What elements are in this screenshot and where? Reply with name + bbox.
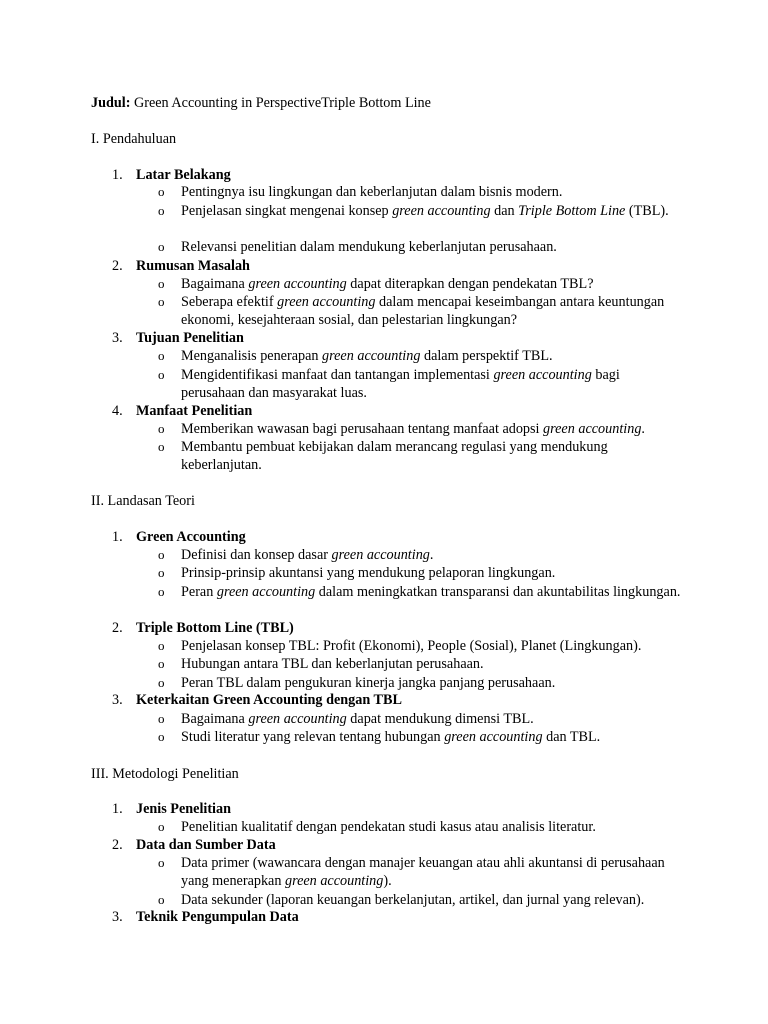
text-run: Bagaimana — [181, 711, 249, 727]
list-number: 2. — [112, 620, 123, 636]
list-item-title: Keterkaitan Green Accounting dengan TBL — [136, 692, 402, 708]
text-run: (TBL). — [625, 203, 669, 219]
list-number: 1. — [112, 801, 123, 817]
italic-term: green accounting — [331, 547, 430, 563]
italic-term: green accounting — [248, 711, 347, 727]
list-item — [181, 710, 681, 728]
list-item-title: Triple Bottom Line (TBL) — [136, 620, 294, 636]
italic-term: green accounting — [392, 203, 491, 219]
list-item — [181, 583, 681, 601]
text-run: dapat mendukung dimensi TBL. — [346, 711, 534, 727]
text-run: dapat diterapkan dengan pendekatan TBL? — [346, 276, 594, 292]
text-run: Penjelasan konsep TBL: Profit (Ekonomi), People (Sosial), Planet (Lingkungan). — [181, 638, 642, 654]
bullet-marker-icon: o — [158, 439, 165, 454]
italic-term: green accounting — [543, 421, 642, 437]
list-item-title: Tujuan Penelitian — [136, 330, 244, 346]
list-item — [181, 655, 681, 673]
bullet-marker-icon: o — [158, 638, 165, 653]
list-item — [181, 818, 681, 836]
text-run: Mengidentifikasi manfaat dan tantangan implementasi — [181, 367, 494, 383]
list-item-title: Jenis Penelitian — [136, 801, 231, 817]
list-item — [181, 183, 681, 201]
text-run: Memberikan wawasan bagi perusahaan tentang manfaat adopsi — [181, 421, 544, 437]
italic-term: Triple Bottom Line — [518, 203, 626, 219]
text-run: Peran — [181, 584, 217, 600]
list-item — [181, 728, 681, 746]
text-run: Data sekunder (laporan keuangan berkelanjutan, artikel, dan jurnal yang relevan). — [181, 892, 645, 908]
bullet-marker-icon: o — [158, 294, 165, 309]
text-run: dan — [490, 203, 519, 219]
text-run: Definisi dan konsep dasar — [181, 547, 332, 563]
italic-term: green accounting — [444, 729, 543, 745]
bullet-marker-icon: o — [158, 729, 165, 744]
italic-term: green accounting — [216, 584, 316, 600]
bullet-marker-icon: o — [158, 421, 165, 436]
list-item — [181, 674, 681, 692]
list-number: 3. — [112, 909, 123, 925]
list-item — [181, 637, 681, 655]
list-item-title: Data dan Sumber Data — [136, 837, 276, 853]
bullet-marker-icon: o — [158, 203, 165, 218]
text-run: Peran TBL dalam pengukuran kinerja jangka panjang perusahaan. — [181, 675, 556, 691]
bullet-marker-icon: o — [158, 675, 165, 690]
bullet-marker-icon: o — [158, 819, 165, 834]
list-item — [181, 420, 681, 438]
section-heading: I. Pendahuluan — [91, 131, 177, 147]
list-item — [181, 854, 681, 891]
list-item-title: Green Accounting — [136, 529, 246, 545]
list-item — [181, 564, 681, 582]
text-run: . — [429, 547, 434, 563]
italic-term: green accounting — [322, 348, 421, 364]
list-number: 3. — [112, 692, 123, 708]
text-run: Prinsip-prinsip akuntansi yang mendukung pelaporan lingkungan. — [181, 565, 556, 581]
title-label: Judul: — [91, 95, 131, 111]
bullet-marker-icon: o — [158, 367, 165, 382]
text-run: dalam mencapai keseimbangan antara keuntungan ekonomi, kesejahteraan sosial, dan pelestarian lingkungan? — [181, 294, 665, 329]
section-heading: III. Metodologi Penelitian — [91, 766, 239, 782]
bullet-marker-icon: o — [158, 276, 165, 291]
title-text: Green Accounting in PerspectiveTriple Bottom Line — [133, 95, 431, 111]
list-item-title: Latar Belakang — [136, 167, 231, 183]
list-item — [181, 366, 681, 403]
list-number: 4. — [112, 403, 123, 419]
bullet-marker-icon: o — [158, 239, 165, 254]
list-item-title: Manfaat Penelitian — [136, 403, 253, 419]
text-run: dalam meningkatkan transparansi dan akuntabilitas lingkungan. — [315, 584, 681, 600]
text-run: Relevansi penelitian dalam mendukung keberlanjutan perusahaan. — [181, 239, 557, 255]
text-run: dan TBL. — [542, 729, 601, 745]
list-item — [181, 891, 681, 909]
text-run: Penjelasan singkat mengenai konsep — [181, 203, 393, 219]
text-run: Bagaimana — [181, 276, 249, 292]
text-run: ). — [383, 873, 392, 890]
list-item — [181, 238, 681, 256]
list-number: 1. — [112, 167, 123, 183]
text-run: Membantu pembuat kebijakan dalam merancang regulasi yang mendukung keberlanjutan. — [181, 439, 608, 474]
list-item — [181, 347, 681, 365]
italic-term: green accounting — [285, 873, 384, 890]
text-run: dalam perspektif TBL. — [420, 348, 553, 364]
list-item-title: Teknik Pengumpulan Data — [136, 909, 299, 925]
italic-term: green accounting — [277, 294, 376, 310]
bullet-marker-icon: o — [158, 656, 165, 671]
list-item — [181, 275, 681, 293]
list-item — [181, 438, 681, 475]
bullet-marker-icon: o — [158, 348, 165, 363]
list-number: 2. — [112, 258, 123, 274]
text-run: . — [641, 421, 645, 437]
text-run: Studi literatur yang relevan tentang hubungan — [181, 729, 445, 745]
text-run: Penelitian kualitatif dengan pendekatan studi kasus atau analisis literatur. — [181, 819, 596, 835]
bullet-marker-icon: o — [158, 855, 165, 870]
text-run: Hubungan antara TBL dan keberlanjutan perusahaan. — [181, 656, 484, 672]
text-run: Pentingnya isu lingkungan dan keberlanjutan dalam bisnis modern. — [181, 184, 563, 200]
list-item-title: Rumusan Masalah — [136, 258, 250, 274]
italic-term: green accounting — [493, 367, 592, 383]
italic-term: green accounting — [248, 276, 347, 292]
bullet-marker-icon: o — [158, 584, 165, 599]
list-number: 1. — [112, 529, 123, 545]
bullet-marker-icon: o — [158, 184, 165, 199]
text-run: bagi perusahaan dan masyarakat luas. — [181, 367, 620, 402]
bullet-marker-icon: o — [158, 711, 165, 726]
text-run: Data primer (wawancara dengan manajer keuangan atau ahli akuntansi di perusahaan yang menerapkan — [181, 855, 665, 890]
bullet-marker-icon: o — [158, 892, 165, 907]
text-run: Menganalisis penerapan — [181, 348, 323, 364]
list-item — [181, 546, 681, 564]
text-run: Seberapa efektif — [181, 294, 278, 310]
section-heading: II. Landasan Teori — [91, 493, 195, 509]
list-number: 2. — [112, 837, 123, 853]
list-number: 3. — [112, 330, 123, 346]
list-item — [181, 202, 681, 220]
bullet-marker-icon: o — [158, 565, 165, 580]
bullet-marker-icon: o — [158, 547, 165, 562]
list-item — [181, 293, 681, 330]
document-title — [91, 94, 431, 112]
